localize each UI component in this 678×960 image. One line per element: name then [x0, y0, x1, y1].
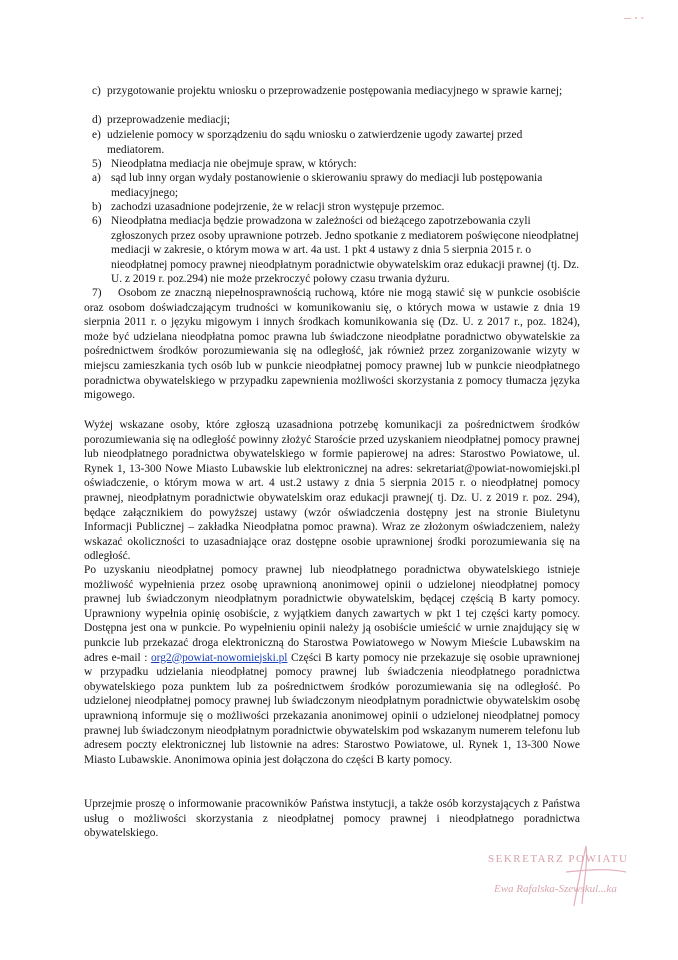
- point-7: 7) Osobom ze znaczną niepełnosprawnością ruchową, które nie mogą stawić się w punkcie osobiście oraz osobom doświadczającym trudności w komunikowaniu się, o których mowa w ustawie z dnia 19 sierpnia 2011 r. o języku migowym i innych środkach komunikowania się (Dz. U. z 2017 r., poz. 1824), może być udzielana nieodpłatna pomoc prawna lub świadczone nieodpłatne poradnictwo obywatelskie za pośrednictwem środków porozumiewania się na odległość, jak również przez zorganizowanie wizyty w miejscu zamieszkania tych osób lub w punkcie nieodpłatnej pomocy prawnej lub w punkcie nieodpłatnego poradnictwa obywatelskiego w przypadku zapewnienia możliwości skorzystania z pomocy tłumacza języka migowego.: [84, 287, 580, 402]
- paragraph-wyzej: Wyżej wskazane osoby, które zgłoszą uzasadniona potrzebę komunikacji za pośrednictwem środków porozumiewania się na odległość powinny złożyć Staroście przed uzyskaniem nieodpłatnej pomocy prawnej lub nieodpłatnego poradnictwa obywatelskiego w formie papierowej na adres: Starostwo Powiatowe, ul. Rynek 1, 13-300 Nowe Miasto Lubawskie lub elektronicznej na adres: sekretariat@powiat-nowomiejski.pl oświadczenie, o którym mowa w art. 4 ust.2 ustawy z dnia 5 sierpnia 2015 r. o nieodpłatnej pomocy prawnej, nieodpłatnym poradnictwie obywatelskim oraz edukacji prawnej( tj. Dz. U. z 2019 r. poz. 294), będące załącznikiem do powyższej ustawy (wzór oświadczenia dostępny jest na stronie Biuletynu Informacji Publicznej – zakładka Nieodpłatna pomoc prawna). Wraz ze złożonym oświadczeniem, należy wskazać okoliczności to uzasadniające oraz dostępne osobie uprawnionej środki porozumiewania się na odległość.: [84, 419, 580, 563]
- list-item-a: a) sąd lub inny organ wydały postanowienie o skierowaniu sprawy do mediacji lub postępowania mediacyjnego;: [92, 172, 543, 199]
- stamp-title: SEKRETARZ POWIATU: [488, 853, 629, 865]
- list-item-b: b) zachodzi uzasadnione podejrzenie, że w relacji stron występuje przemoc.: [92, 201, 445, 213]
- official-stamp: [488, 848, 678, 928]
- point-6: 6) Nieodpłatna mediacja będzie prowadzona w zależności od bieżącego zapotrzebowania czyli zgłoszonych przez osoby uprawnione potrzeb. Jedno spotkanie z mediatorem poświęcone nieodpłatnej mediacji w zakresie, o którym mowa w art. 4a ust. 1 pkt 4 ustawy z dnia 5 sierpnia 2015 r. o nieodpłatnej pomocy prawnej nieodpłatnym poradnictwie obywatelskim oraz edukacji prawnej (tj. Dz. U. z 2019 r. poz.294) nie może przekroczyć połowy czasu trwania dyżuru.: [92, 215, 580, 286]
- email-link-sekretariat[interactable]: sekretariat@powiat-nowomiejski.pl: [416, 462, 580, 475]
- stamp-name: Ewa Rafalska-Szewskul...ka: [494, 883, 617, 895]
- paragraph-po-uzyskaniu: Po uzyskaniu nieodpłatnej pomocy prawnej lub nieodpłatnego poradnictwa obywatelskiego istnieje możliwość wypełnienia przez osobę uprawnioną anonimowej opinii o udzielonej nieodpłatnej pomocy prawnej lub świadczonym nieodpłatnym poradnictwie obywatelskim, będącej częścią B karty pomocy. Uprawniony wypełnia opinię osobiście, z wyjątkiem danych zawartych w pkt 1 tej części karty pomocy. Dostępna jest ona w punkcie. Po wypełnieniu opinii należy ją osobiście umieścić w urnie znajdujący się w punkcie lub przekazać droga elektroniczną do Starostwa Powiatowego w Nowym Mieście Lubawskim na adres e-mail : org2@powiat-nowomiejski.pl Części B karty pomocy nie przekazuje się osobie uprawnionej w przypadku udzielania nieodpłatnej pomocy prawnej lub świadczenia nieodpłatnego poradnictwa obywatelskiego poza punktem lub za pośrednictwem środków porozumiewania się na odległość. Po udzielonej nieodpłatnej pomocy prawnej lub świadczonym nieodpłatnym poradnictwie obywatelskim osobę uprawnioną informuje się o możliwości przekazania anonimowej opinii o udzielonej nieodpłatnej pomocy prawnej lub świadczonym nieodpłatnym poradnictwie obywatelskim pod wskazanym numerem telefonu lub adresem poczty elektronicznej lub listownie na adres: Starostwo Powiatowe, ul. Rynek 1, 13-300 Nowe Miasto Lubawskie. Anonimowa opinia jest dołączona do części B karty pomocy.: [84, 564, 580, 766]
- list-item-e: e) udzielenie pomocy w sporządzeniu do sądu wniosku o zatwierdzenie ugody zawartej przed mediatorem.: [92, 129, 523, 156]
- scan-artifact-mark: — ◦ ◦: [624, 14, 645, 22]
- list-item-c: c) przygotowanie projektu wniosku o przeprowadzenie postępowania mediacyjnego w sprawie karnej;: [92, 85, 563, 97]
- paragraph-closing: Uprzejmie proszę o informowanie pracowników Państwa instytucji, a także osób korzystających z Państwa usług o możliwości skorzystania z nieodpłatnej pomocy prawnej i nieodpłatnego poradnictwa obywatelskiego.: [84, 798, 580, 840]
- list-item-d: d) przeprowadzenie mediacji;: [92, 114, 231, 126]
- point-5: 5) Nieodpłatna mediacja nie obejmuje spraw, w których:: [92, 158, 357, 170]
- email-link-org2[interactable]: org2@powiat-nowomiejski.pl: [150, 651, 288, 664]
- handwritten-signature: [526, 842, 636, 912]
